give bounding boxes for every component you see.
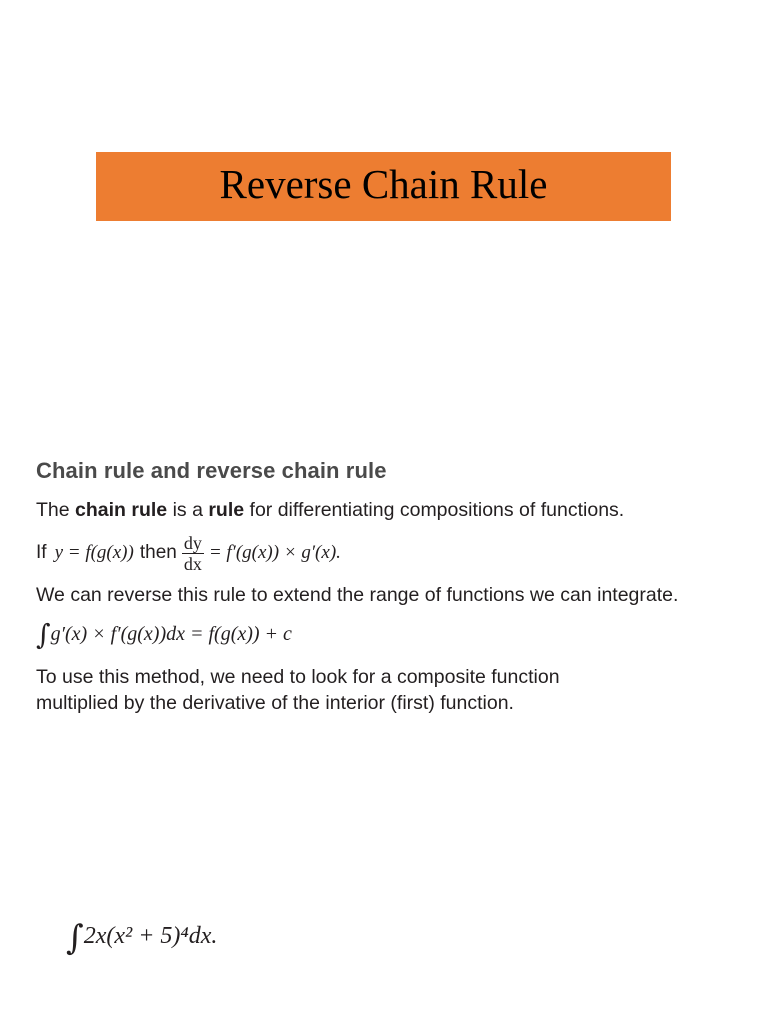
chain-rule-rhs: = f′(g(x)) × g′(x). — [208, 542, 341, 563]
sentence-part: is a — [167, 499, 209, 521]
chain-rule-lhs: y = f(g(x)) — [54, 542, 134, 563]
chain-rule-sentence — [36, 499, 624, 522]
sentence-part: for differentiating compositions of functions. — [244, 499, 625, 521]
if-word: If — [36, 542, 47, 563]
example-integral — [66, 918, 217, 958]
fraction-denominator: dx — [183, 553, 202, 574]
bold-term: rule — [208, 499, 245, 521]
sentence-part: The — [36, 499, 76, 521]
chain-rule-formula-line — [36, 527, 341, 579]
method-line-2: multiplied by the derivative of the interior (first) function. — [36, 692, 514, 714]
method-line-1: To use this method, we need to look for a composite function — [36, 666, 560, 688]
method-description — [36, 664, 560, 716]
then-word: then — [139, 542, 177, 563]
example-integrand: 2x(x² + 5)⁴dx. — [83, 923, 218, 949]
slide-title: Reverse Chain Rule — [219, 161, 548, 207]
formula-body: g′(x) × f′(g(x))dx = f(g(x)) + c — [50, 623, 292, 645]
dy-dx-fraction — [182, 533, 204, 574]
integral-sign-icon: ∫ — [36, 618, 51, 651]
bold-term: chain rule — [75, 499, 168, 521]
reverse-rule-sentence: We can reverse this rule to extend the range of functions we can integrate. — [36, 584, 679, 606]
reverse-chain-rule-formula — [36, 618, 292, 651]
integral-sign-icon: ∫ — [66, 918, 84, 958]
fraction-numerator: dy — [183, 532, 202, 553]
section-heading: Chain rule and reverse chain rule — [36, 458, 387, 483]
title-bar — [96, 152, 671, 221]
